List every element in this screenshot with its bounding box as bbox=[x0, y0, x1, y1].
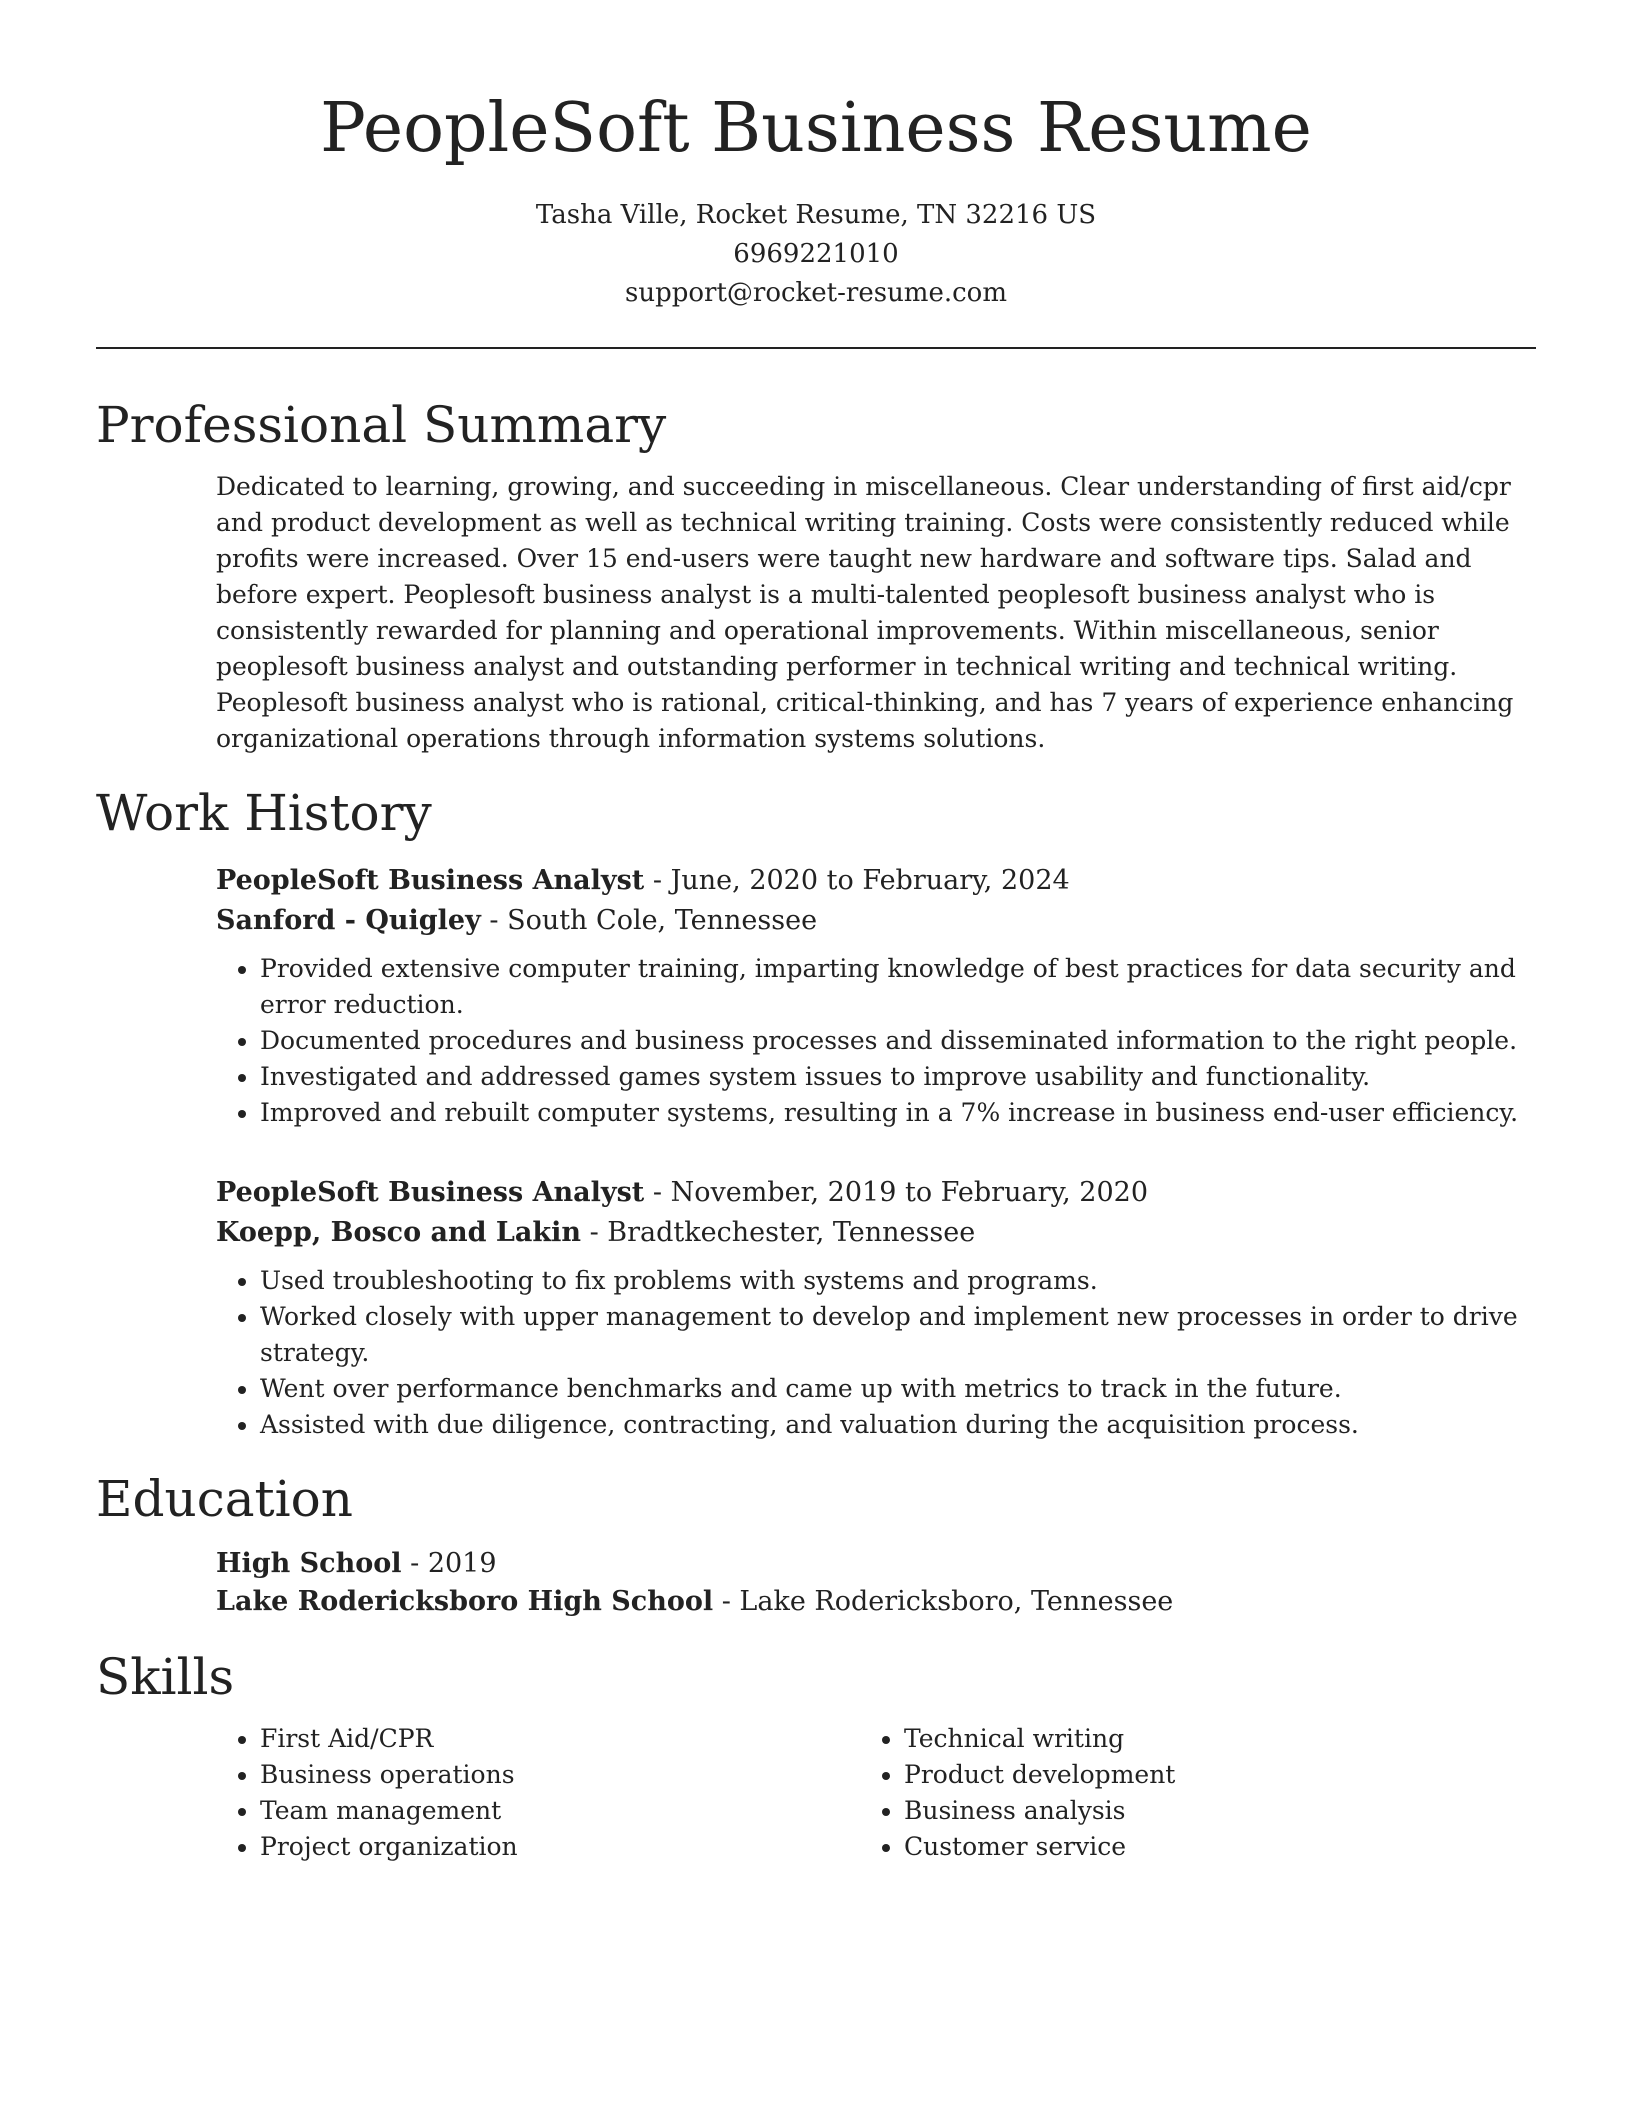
job-bullet: • Provided extensive computer training, imparting knowledge of best practices for data security and error reduction. bbox=[260, 951, 1536, 1023]
job-dates: - November, 2019 to February, 2020 bbox=[644, 1177, 1149, 1208]
education-year: - 2019 bbox=[401, 1548, 497, 1579]
job-bullet: • Documented procedures and business processes and disseminated information to the right people. bbox=[260, 1023, 1536, 1059]
summary-section bbox=[96, 395, 1536, 757]
job-bullet: • Improved and rebuilt computer systems, resulting in a 7% increase in business end-user efficiency. bbox=[260, 1095, 1536, 1131]
skill-item: • Customer service bbox=[904, 1829, 1504, 1865]
job-title-line bbox=[216, 1173, 1536, 1213]
job-role: PeopleSoft Business Analyst bbox=[216, 865, 645, 896]
skills-column-left bbox=[216, 1721, 860, 1865]
job-bullet: • Assisted with due diligence, contracting, and valuation during the acquisition process. bbox=[260, 1407, 1536, 1443]
skill-item: • Project organization bbox=[260, 1829, 860, 1865]
skills-column-right bbox=[860, 1721, 1504, 1865]
education-school: Lake Rodericksboro High School bbox=[216, 1586, 714, 1617]
job-entry bbox=[216, 861, 1536, 1131]
contact-email: support@rocket-resume.com bbox=[624, 278, 1007, 308]
job-company-line bbox=[216, 1213, 1536, 1253]
job-location: - Bradtkechester, Tennessee bbox=[580, 1217, 976, 1248]
resume-header bbox=[96, 0, 1536, 313]
job-title-line bbox=[216, 861, 1536, 901]
skills-grid bbox=[216, 1721, 1536, 1865]
education-school-line bbox=[216, 1583, 1536, 1621]
skill-item: • Team management bbox=[260, 1793, 860, 1829]
skill-item: • Product development bbox=[904, 1757, 1504, 1793]
job-bullet: • Investigated and addressed games system issues to improve usability and functionality. bbox=[260, 1059, 1536, 1095]
education-entry bbox=[216, 1545, 1536, 1621]
skill-item: • Business analysis bbox=[904, 1793, 1504, 1829]
job-bullet: • Used troubleshooting to fix problems with systems and programs. bbox=[260, 1263, 1536, 1299]
summary-heading: Professional Summary bbox=[96, 396, 667, 454]
job-location: - South Cole, Tennessee bbox=[480, 905, 818, 936]
skills-section bbox=[96, 1647, 1536, 1865]
resume-title: PeopleSoft Business Resume bbox=[320, 89, 1312, 168]
job-company: Koepp, Bosco and Lakin bbox=[216, 1217, 581, 1248]
education-degree: High School bbox=[216, 1548, 402, 1579]
skill-item: • First Aid/CPR bbox=[260, 1721, 860, 1757]
job-entry bbox=[216, 1173, 1536, 1443]
job-company: Sanford - Quigley bbox=[216, 905, 481, 936]
education-heading: Education bbox=[96, 1470, 353, 1528]
skill-item: • Technical writing bbox=[904, 1721, 1504, 1757]
education-location: - Lake Rodericksboro, Tennessee bbox=[713, 1586, 1174, 1617]
skill-item: • Business operations bbox=[260, 1757, 860, 1793]
work-history-heading: Work History bbox=[96, 784, 432, 842]
job-company-line bbox=[216, 901, 1536, 941]
contact-block bbox=[96, 196, 1536, 313]
work-history-section bbox=[96, 783, 1536, 1443]
education-section bbox=[96, 1469, 1536, 1621]
job-role: PeopleSoft Business Analyst bbox=[216, 1177, 645, 1208]
header-divider bbox=[96, 347, 1536, 349]
job-bullet: • Went over performance benchmarks and came up with metrics to track in the future. bbox=[260, 1371, 1536, 1407]
job-bullets bbox=[216, 951, 1536, 1131]
contact-address: Tasha Ville, Rocket Resume, TN 32216 US bbox=[535, 200, 1097, 230]
job-dates: - June, 2020 to February, 2024 bbox=[644, 865, 1070, 896]
contact-phone: 6969221010 bbox=[733, 239, 899, 269]
job-bullet: • Worked closely with upper management to develop and implement new processes in order to drive strategy. bbox=[260, 1299, 1536, 1371]
job-bullets bbox=[216, 1263, 1536, 1443]
education-degree-line bbox=[216, 1545, 1536, 1583]
summary-text: Dedicated to learning, growing, and succeeding in miscellaneous. Clear understanding of first aid/cpr and product development as well as technical writing training. Costs were consistently reduced while profits were increased. Over 15 end-users were taught new hardware and software tips. Salad and before expert. Peoplesoft business analyst is a multi-talented peoplesoft business analyst who is consistently rewarded for planning and operational improvements. Within miscellaneous, senior peoplesoft business analyst and outstanding performer in technical writing and technical writing. Peoplesoft business analyst who is rational, critical-thinking, and has 7 years of experience enhancing organizational operations through information systems solutions. bbox=[216, 472, 1514, 753]
skills-heading: Skills bbox=[96, 1648, 235, 1706]
